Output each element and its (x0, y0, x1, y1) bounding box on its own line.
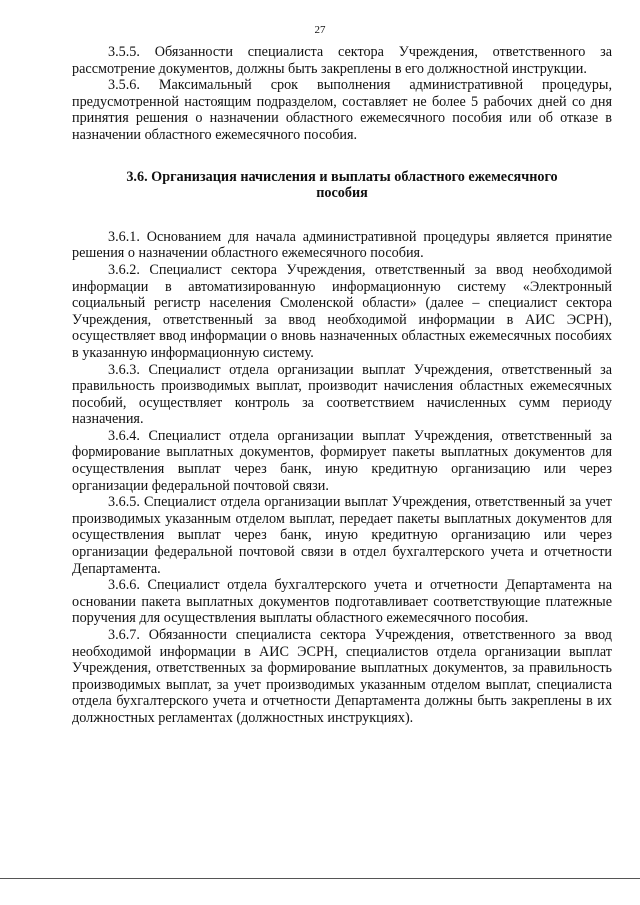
paragraph-3-6-2: 3.6.2. Специалист сектора Учреждения, ответственный за ввод необходимой информации в автоматизированную информационную систему «Электронный социальный регистр населения Смоленской области» (далее – специалист сектора Учреждения, ответственный за ввод необходимой информации в АИС ЭСРН), осуществляет ввод информации о вновь назначенных областных ежемесячных пособиях в указанную информационную систему. (72, 261, 612, 361)
paragraph-3-6-6: 3.6.6. Специалист отдела бухгалтерского учета и отчетности Департамента на основании пакета выплатных документов подготавливает соответствующие платежные поручения для осуществления выплаты областного ежемесячного пособия. (72, 577, 612, 627)
paragraph-3-6-5: 3.6.5. Специалист отдела организации выплат Учреждения, ответственный за учет производимых указанным отделом выплат, передает пакеты выплатных документов для осуществления выплат через банк, иную кредитную организацию или через организации федеральной почтовой связи в отдел бухгалтерского учета и отчетности Департамента. (72, 494, 612, 577)
paragraph-3-5-5: 3.5.5. Обязанности специалиста сектора Учреждения, ответственного за рассмотрение документов, должны быть закреплены в его должностной инструкции. (72, 44, 612, 77)
paragraph-3-6-1: 3.6.1. Основанием для начала административной процедуры является принятие решения о назначении областного ежемесячного пособия. (72, 228, 612, 262)
paragraph-3-6-7: 3.6.7. Обязанности специалиста сектора Учреждения, ответственного за ввод необходимой информации в АИС ЭСРН, специалистов отдела организации выплат Учреждения, ответственных за формирование выплатных документов, за правильность производимых выплат, за учет производимых указанным отделом выплат, специалиста отдела бухгалтерского учета и отчетности Департамента должны быть закреплены в их должностных регламентах (должностных инструкциях). (72, 627, 612, 726)
page-number: 27 (314, 24, 326, 36)
page-bottom-rule (0, 878, 640, 879)
section-heading: 3.6. Организация начисления и выплаты областного ежемесячного пособия (126, 168, 558, 202)
document-body (72, 44, 612, 727)
paragraph-3-6-4: 3.6.4. Специалист отдела организации выплат Учреждения, ответственный за формирование выплатных документов, формирует пакеты выплатных документов для осуществления выплат через банк, иную кредитную организацию или через организации федеральной почтовой связи. (72, 427, 612, 494)
paragraph-3-5-6: 3.5.6. Максимальный срок выполнения административной процедуры, предусмотренной настоящим подразделом, составляет не более 5 рабочих дней со дня принятия решения о назначении областного ежемесячного пособия или об отказе в назначении областного ежемесячного пособия. (72, 77, 612, 143)
paragraph-3-6-3: 3.6.3. Специалист отдела организации выплат Учреждения, ответственный за правильность производимых выплат, производит начисления областных ежемесячных пособий, осуществляет контроль за соответствием начисленных сумм периоду назначения. (72, 361, 612, 428)
